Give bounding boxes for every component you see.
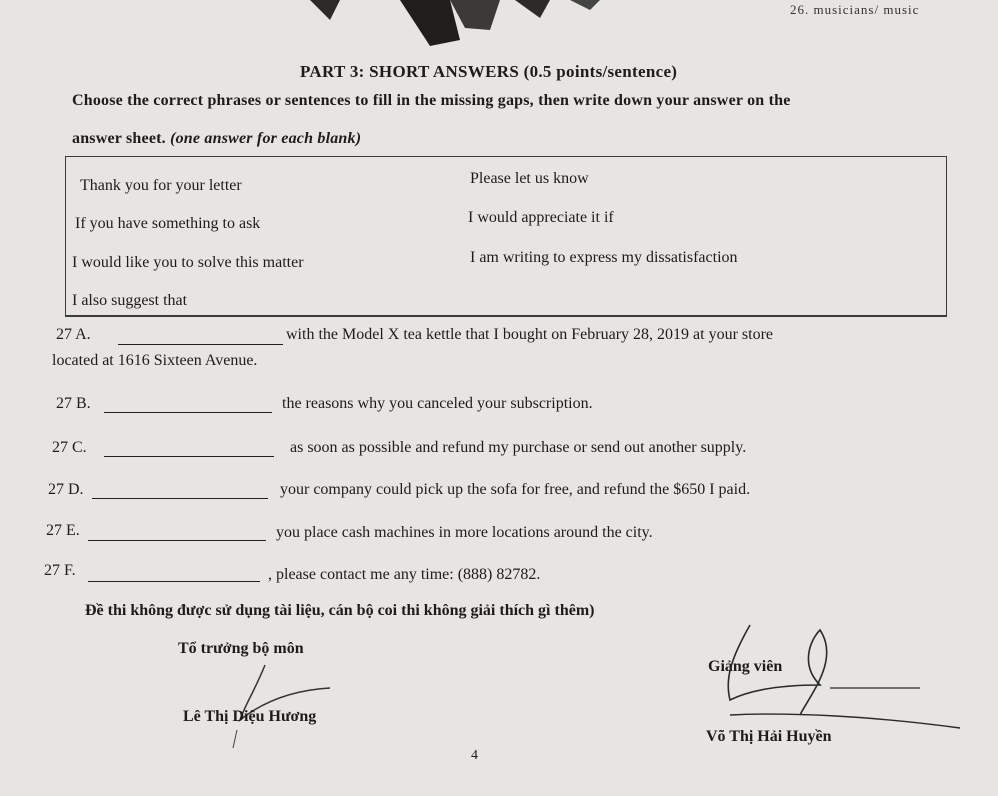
question-number: 27 F. xyxy=(44,562,76,579)
question-27c xyxy=(52,439,87,457)
answer-blank-27e[interactable] xyxy=(88,540,266,541)
question-27f xyxy=(44,562,76,580)
instructions-line-1: Choose the correct phrases or sentences to fill in the missing gaps, then write down your answer on the xyxy=(72,92,791,109)
option-solve-matter: I would like you to solve this matter xyxy=(72,254,304,271)
question-text: your company could pick up the sofa for free, and refund the $650 I paid. xyxy=(280,481,751,498)
answer-blank-27c[interactable] xyxy=(104,456,274,457)
question-text-continued: located at 1616 Sixteen Avenue. xyxy=(52,352,258,369)
options-box-bottom-rule xyxy=(65,316,947,317)
right-signature-mark xyxy=(690,620,970,745)
question-number: 27 D. xyxy=(48,481,84,498)
option-appreciate-if: I would appreciate it if xyxy=(468,209,614,226)
footer-note: Đề thi không được sử dụng tài liệu, cán bộ coi thi không giải thích gì thêm) xyxy=(85,602,595,619)
left-signature-title: Tổ trưởng bộ môn xyxy=(178,640,304,657)
part-title: PART 3: SHORT ANSWERS (0.5 points/sentence) xyxy=(300,62,678,81)
answer-blank-27f[interactable] xyxy=(88,581,260,582)
instructions-line-2 xyxy=(72,130,361,148)
question-27a xyxy=(56,326,91,344)
option-express-dissatisfaction: I am writing to express my dissatisfaction xyxy=(470,249,738,266)
corner-note: 26. musicians/ music xyxy=(790,2,920,17)
answer-blank-27b[interactable] xyxy=(104,412,272,413)
answer-blank-27a[interactable] xyxy=(118,344,283,345)
question-text: you place cash machines in more locations around the city. xyxy=(276,524,653,541)
answer-blank-27d[interactable] xyxy=(92,498,268,499)
question-text: , please contact me any time: (888) 82782. xyxy=(268,566,541,583)
instructions-note: (one answer for each blank) xyxy=(170,130,362,147)
instructions-main: answer sheet. xyxy=(72,130,171,147)
option-thank-you: Thank you for your letter xyxy=(80,177,242,194)
option-also-suggest: I also suggest that xyxy=(72,292,188,309)
question-27e xyxy=(46,522,80,540)
question-27d xyxy=(48,481,84,499)
page-number: 4 xyxy=(471,748,478,763)
question-text: as soon as possible and refund my purchase or send out another supply. xyxy=(290,439,747,456)
question-27b xyxy=(56,395,91,413)
question-text: the reasons why you canceled your subscription. xyxy=(282,395,593,412)
question-number: 27 E. xyxy=(46,522,80,539)
left-signature-name: Lê Thị Diệu Hương xyxy=(183,708,317,725)
option-something-to-ask: If you have something to ask xyxy=(75,215,261,232)
question-number: 27 C. xyxy=(52,439,87,456)
question-text: with the Model X tea kettle that I bought on February 28, 2019 at your store xyxy=(286,326,774,343)
right-signature-title: Giảng viên xyxy=(708,658,783,675)
top-illustration xyxy=(300,0,630,48)
left-signature-mark xyxy=(225,660,345,750)
right-signature-name: Võ Thị Hải Huyền xyxy=(706,728,832,745)
question-number: 27 A. xyxy=(56,326,91,343)
question-number: 27 B. xyxy=(56,395,91,412)
option-please-let-us-know: Please let us know xyxy=(470,170,589,187)
